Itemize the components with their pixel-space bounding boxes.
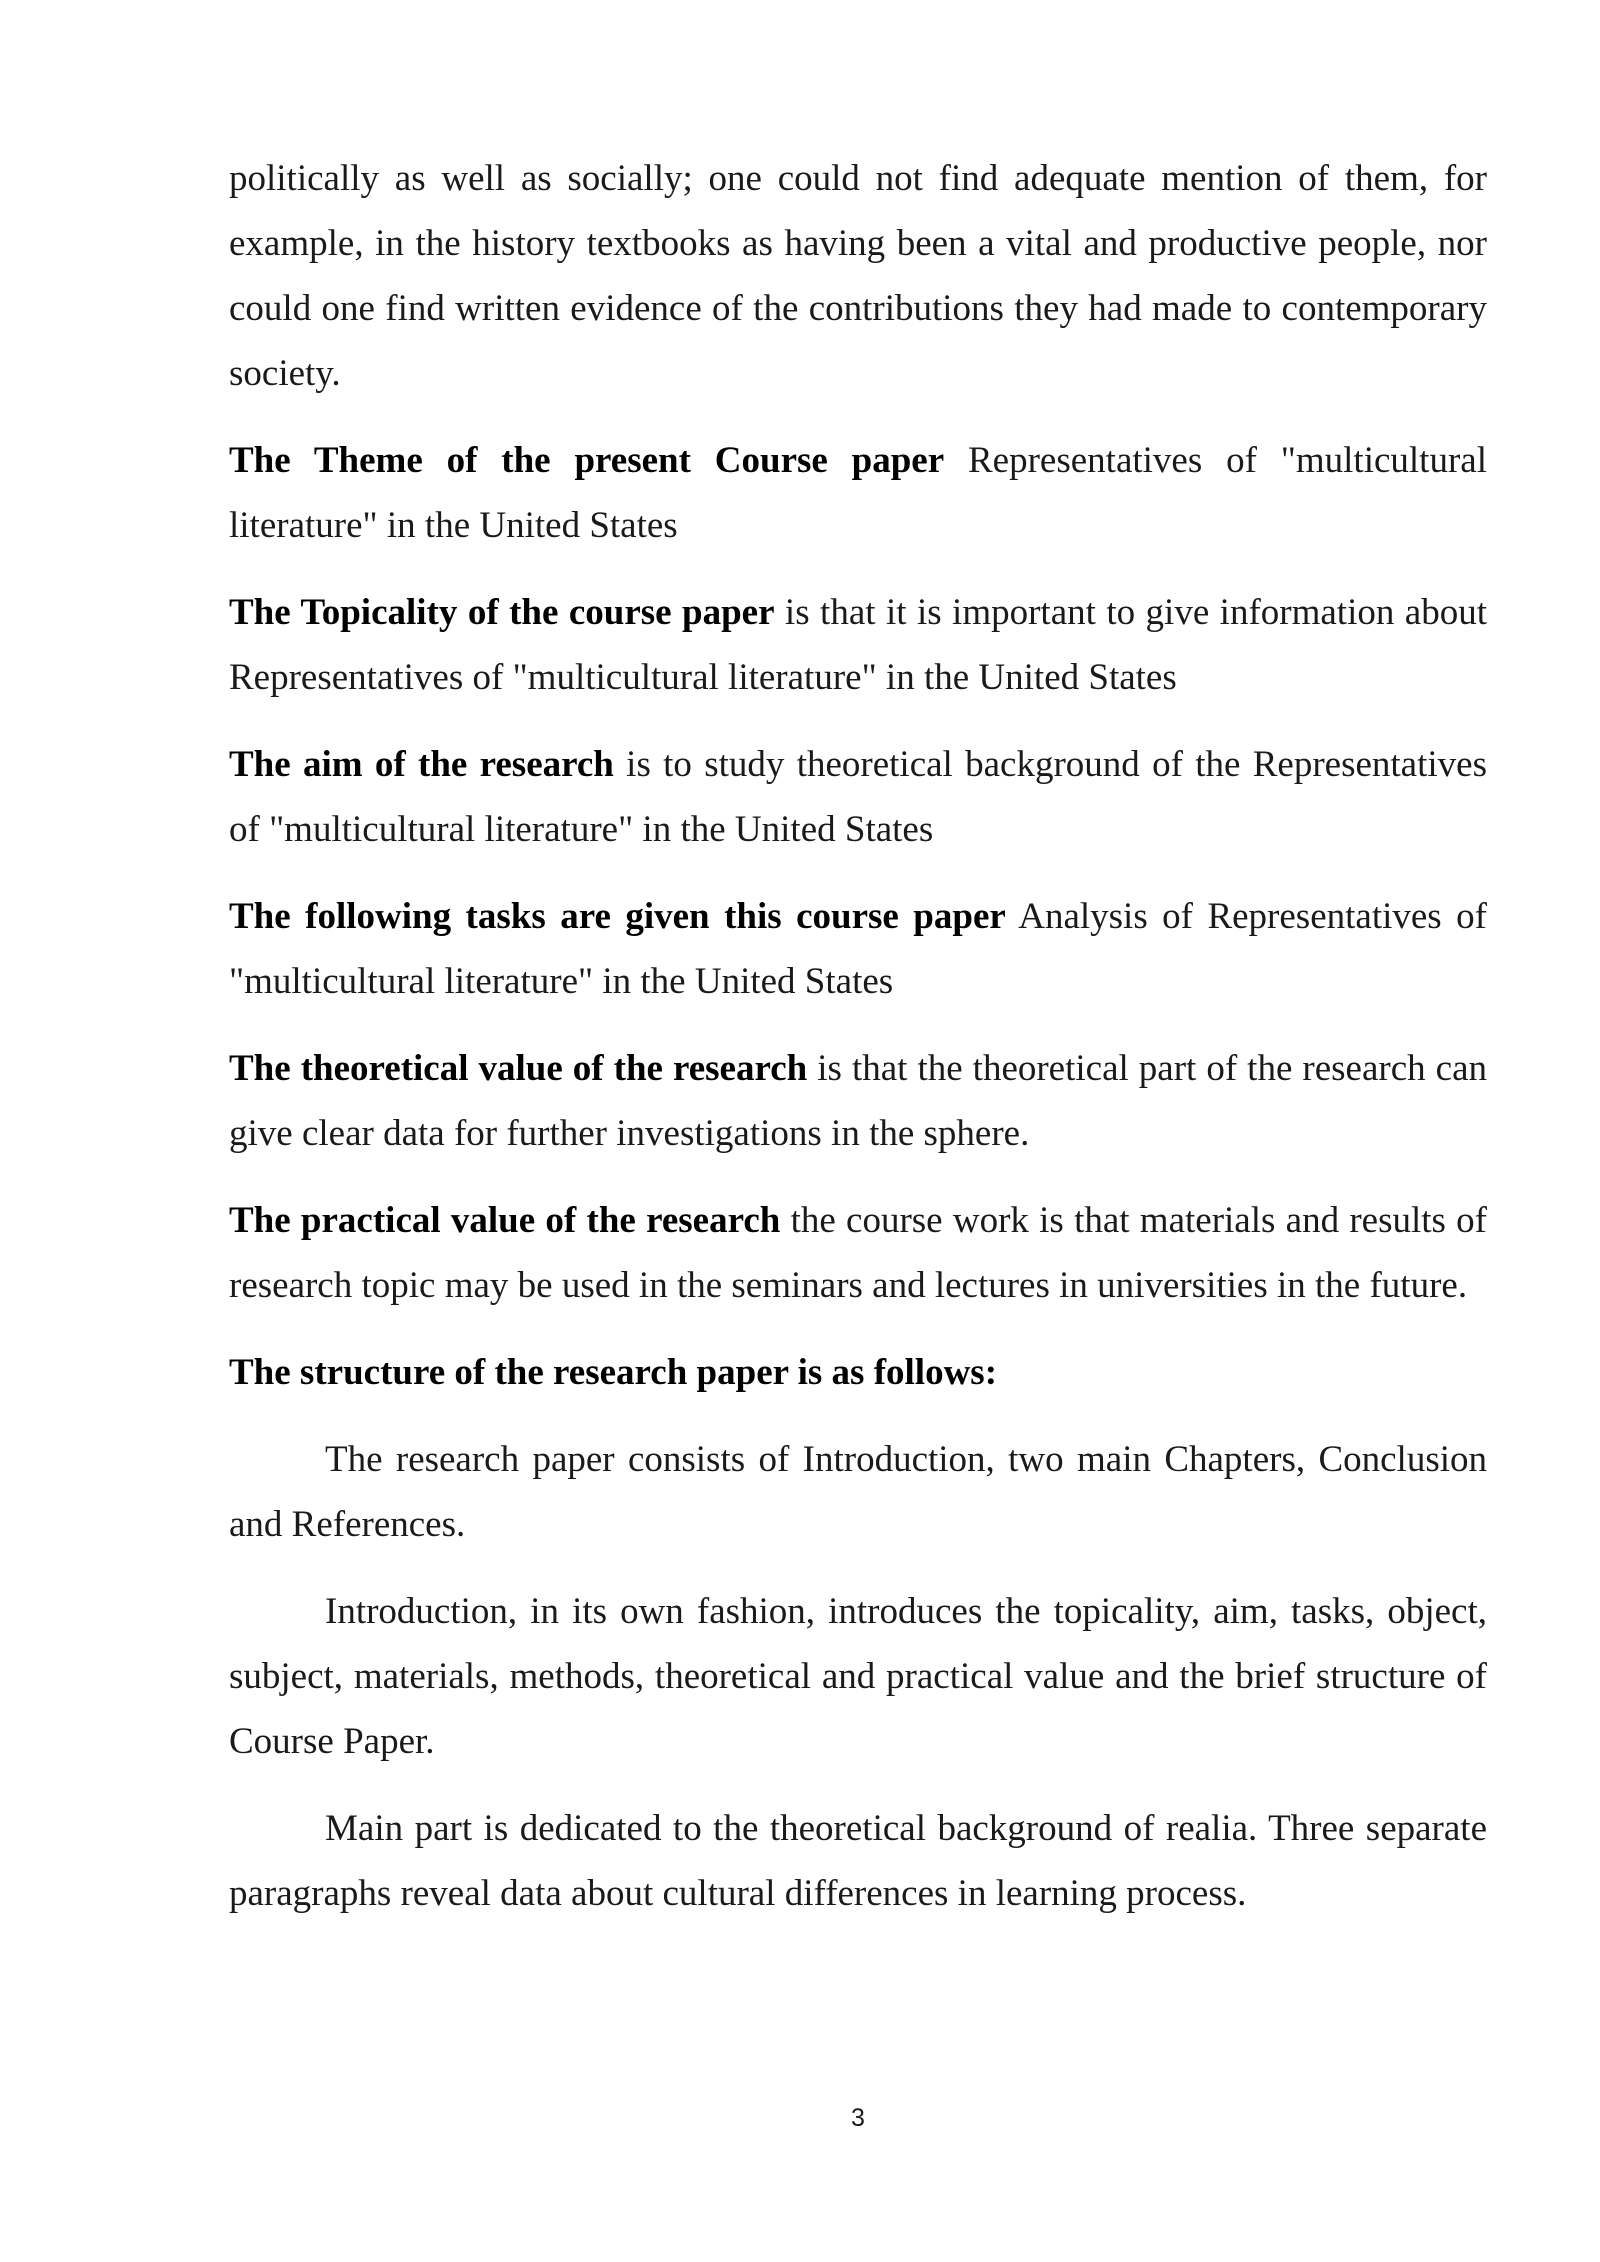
paragraph-text: is to study theoretical background of the Representatives of "multicultural literature" in the United States	[229, 744, 1487, 850]
body-text	[229, 146, 1487, 1948]
paragraph-text: Main part is dedicated to the theoretical background of realia. Three separate paragraphs reveal data about cultural differences in learning process.	[229, 1808, 1487, 1914]
paragraph-lead: The following tasks are given this course paper	[229, 896, 1006, 937]
paragraph-main-part	[229, 1796, 1487, 1926]
paragraph-text: is that the theoretical part of the research can give clear data for further investigations in the sphere.	[229, 1048, 1487, 1154]
paragraph-lead: The Topicality of the course paper	[229, 592, 775, 633]
paragraph-text: politically as well as socially; one could not find adequate mention of them, for example, in the history textbooks as having been a vital and productive people, nor could one find written evidence of the contributions they had made to contemporary society.	[229, 158, 1487, 394]
paragraph-continuation	[229, 146, 1487, 406]
page-number: 3	[851, 2104, 865, 2132]
paragraph-theme	[229, 428, 1487, 558]
paragraph-practical-value	[229, 1188, 1487, 1318]
paragraph-introduction	[229, 1579, 1487, 1774]
paragraph-structure-heading	[229, 1340, 1487, 1405]
paragraph-text: The research paper consists of Introduction, two main Chapters, Conclusion and References.	[229, 1439, 1487, 1545]
paragraph-text: Introduction, in its own fashion, introduces the topicality, aim, tasks, object, subject, materials, methods, theoretical and practical value and the brief structure of Course Paper.	[229, 1591, 1487, 1762]
paragraph-text: Analysis of Representatives of "multicultural literature" in the United States	[229, 896, 1487, 1002]
paragraph-structure-body	[229, 1427, 1487, 1557]
paragraph-lead: The Theme of the present Course paper	[229, 440, 945, 481]
paragraph-theoretical-value	[229, 1036, 1487, 1166]
paragraph-topicality	[229, 580, 1487, 710]
paragraph-text: is that it is important to give information about Representatives of "multicultural literature" in the United States	[229, 592, 1487, 698]
section-heading: The structure of the research paper is as follows:	[229, 1352, 998, 1393]
paragraph-aim	[229, 732, 1487, 862]
paragraph-lead: The practical value of the research	[229, 1200, 781, 1241]
paragraph-lead: The aim of the research	[229, 744, 614, 785]
paragraph-text: Representatives of "multicultural literature" in the United States	[229, 440, 1487, 546]
paragraph-text: the course work is that materials and results of research topic may be used in the seminars and lectures in universities in the future.	[229, 1200, 1487, 1306]
paragraph-tasks	[229, 884, 1487, 1014]
paragraph-lead: The theoretical value of the research	[229, 1048, 808, 1089]
